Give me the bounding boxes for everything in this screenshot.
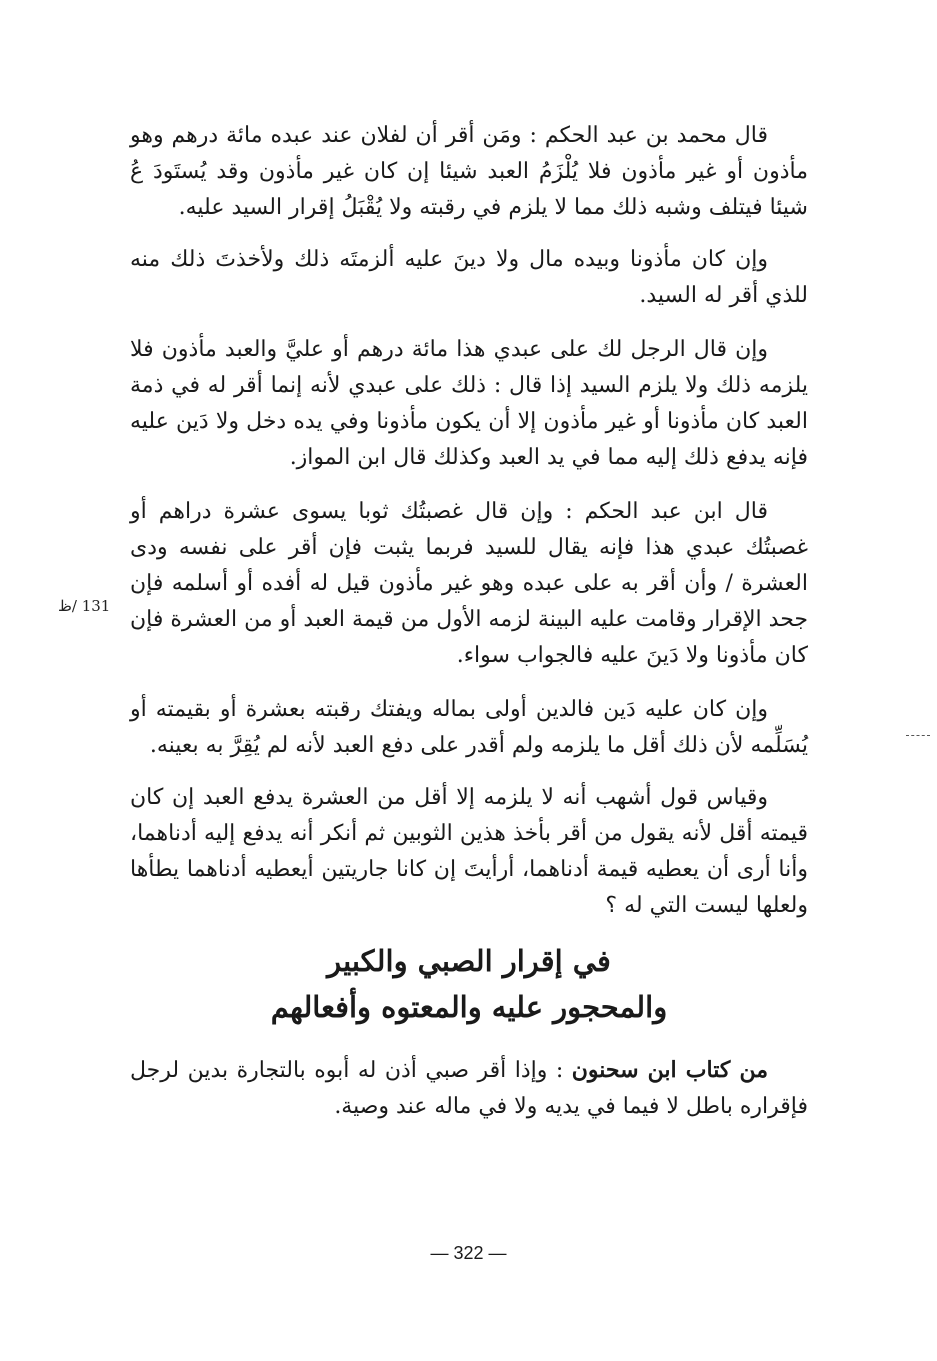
source-citation: من كتاب ابن سحنون [571,1057,768,1083]
paragraph-6: وقياس قول أشهب أنه لا يلزمه إلا أقل من العشرة يدفع العبد إن كان قيمته أقل لأنه يقول من أقر بأخذ هذين الثوبين ثم أنكر أنه يدفع إليه أدناهما، وأنا أرى أن يعطيه قيمة أدناهما، أرأيتَ إن كانا جاريتين أيعطيه أدناهما يطأها ولعلها ليست التي له ؟ [130,785,808,918]
section-heading-line-2: والمحجور عليه والمعتوه وأفعالهم [270,990,668,1024]
page-number: — 322 — [430,1243,507,1263]
paragraph-5: وإن كان عليه دَين فالدين أولى بماله ويفتك رقبته بعشرة أو بقيمته أو يُسَلِّمه لأن ذلك أقل ما يلزمه ولم أقدر على دفع العبد لأنه لم يُقِرَّ به بعينه. [130,697,808,758]
paragraph-1: قال محمد بن عبد الحكم : ومَن أقر أن لفلان عند عبده مائة درهم وهو مأذون أو غير مأذون فلا يُلْزَمُ العبد شيئا إن كان غير مأذون وقد يُستَودَ عُ شيئا فيتلف وشبه ذلك مما لا يلزم في رقبته ولا يُقْبَلُ إقرار السيد عليه. [130,123,808,220]
folio-margin-note: 131 /ظ [58,597,111,615]
paragraph-4: قال ابن عبد الحكم : وإن قال غصبتُك ثوبا يسوى عشرة دراهم أو غصبتُك عبدي هذا فإنه يقال للسيد فربما يثبت فإن أقر على نفسه ودى العشرة / وأن أقر به على عبده وهو غير مأذون قيل له أفده أو أسلمه فإن جحد الإقرار وقامت عليه البينة لزمه الأول من قيمة العبد أو من العشرة فإن كان مأذونا ولا دَينَ عليه فالجواب سواء. [130,499,808,668]
paragraph-7 [130,1052,808,1125]
paragraph-7-text: : وإذا أقر صبي أذن له أبوه بالتجارة بدين لرجل فإقراره باطل لا فيما في يديه ولا في ماله عند وصية. [130,1058,808,1119]
section-heading-line-1: في إقرار الصبي والكبير [327,944,611,978]
paragraph-2: وإن كان مأذونا وبيده مال ولا دينَ عليه ألزمتَه ذلك ولأخذتَ ذلك منه للذي أقر له السيد. [130,247,808,308]
edge-mark [906,735,930,738]
paragraph-3: وإن قال الرجل لك على عبدي هذا مائة درهم أو عليَّ والعبد مأذون فلا يلزمه ذلك ولا يلزم السيد إذا قال : ذلك على عبدي لأنه إنما أقر له في ذمة العبد كان مأذونا أو غير مأذون إلا أن يكون مأذونا وفي يده دخل ولا دَين عليه فإنه يدفع ذلك إليه مما في يد العبد وكذلك قال ابن المواز. [130,337,808,470]
main-text [130,118,808,1141]
section-heading [130,938,808,1030]
